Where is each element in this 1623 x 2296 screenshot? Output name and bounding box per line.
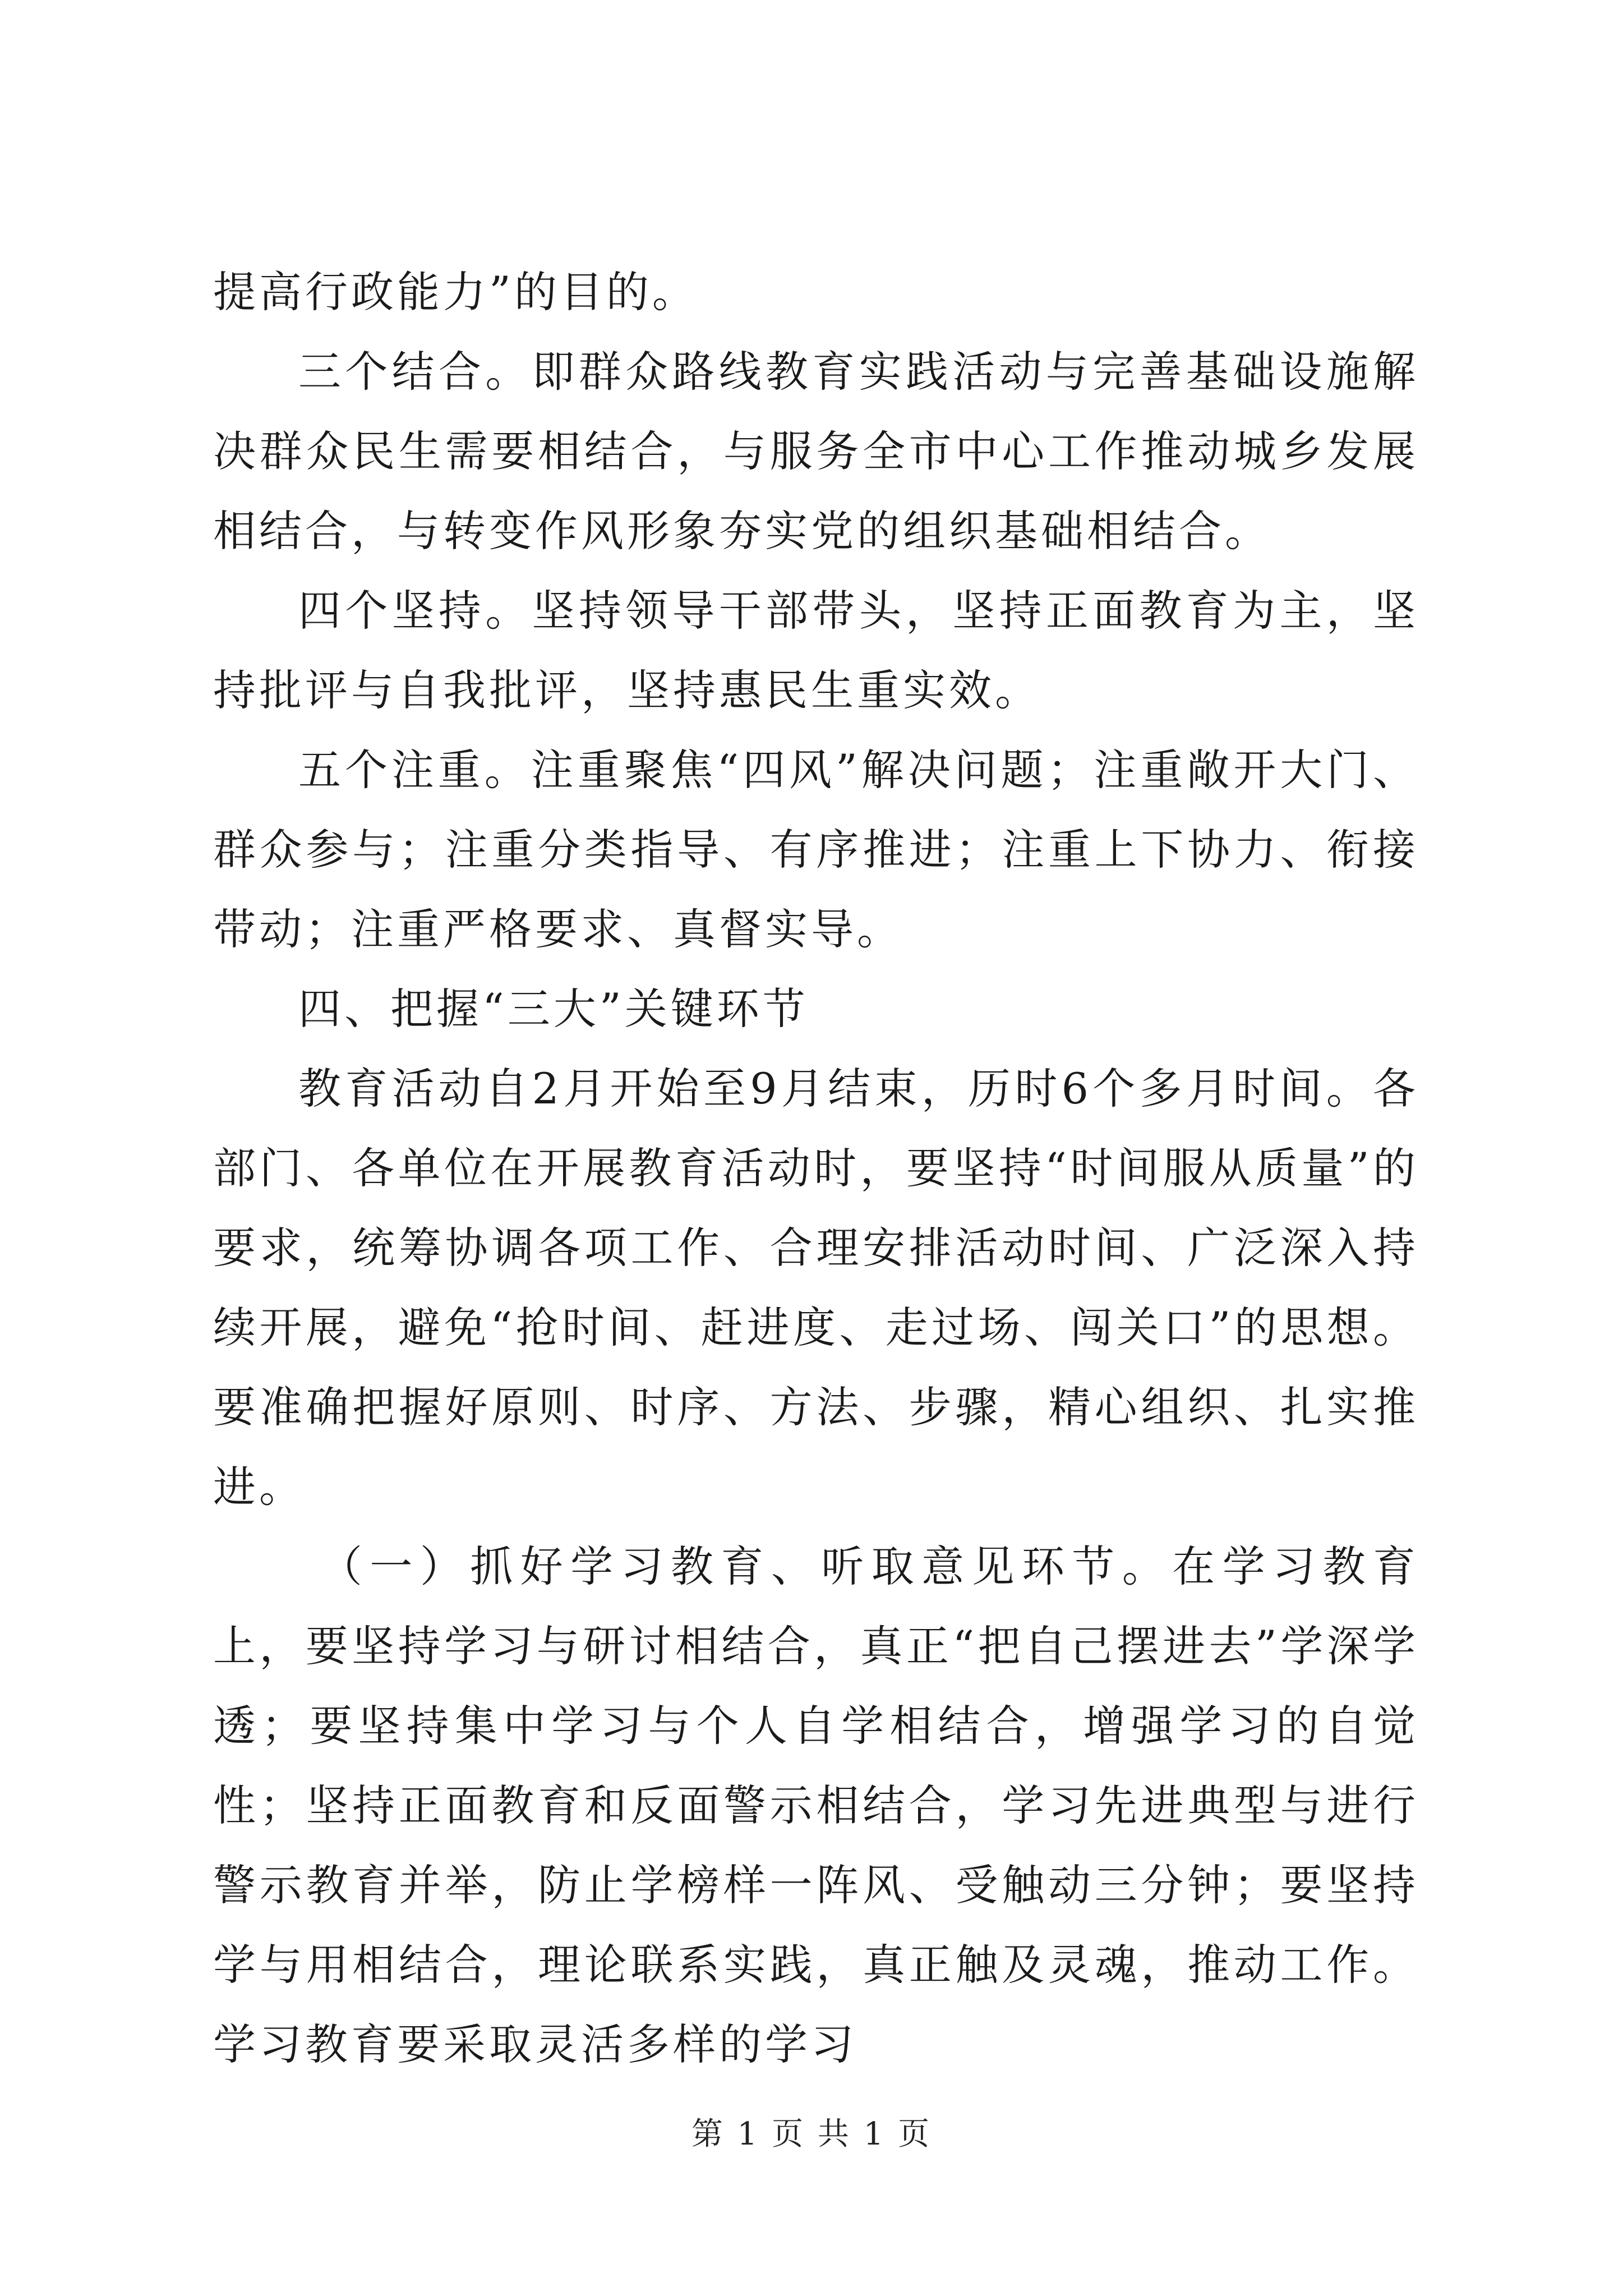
paragraph-three-combinations: 三个结合。即群众路线教育实践活动与完善基础设施解决群众民生需要相结合，与服务全市中心工作推动城乡发展相结合，与转变作风形象夯实党的组织基础相结合。 <box>213 347 1419 556</box>
page-footer: 第 1 页 共 1 页 <box>691 2116 932 2152</box>
document-body <box>213 252 1419 2085</box>
paragraph-continuation: 提高行政能力”的目的。 <box>213 267 698 317</box>
paragraph-five-emphases: 五个注重。注重聚焦“四风”解决问题；注重敞开大门、群众参与；注重分类指导、有序推进；注重上下协力、衔接带动；注重严格要求、真督实导。 <box>213 745 1419 954</box>
paragraph-study-phase: （一）抓好学习教育、听取意见环节。在学习教育上，要坚持学习与研讨相结合，真正“把自己摆进去”学深学透；要坚持集中学习与个人自学相结合，增强学习的自觉性；坚持正面教育和反面警示相结合，学习先进典型与进行警示教育并举，防止学榜样一阵风、受触动三分钟；要坚持学与用相结合，理论联系实践，真正触及灵魂，推动工作。学习教育要采取灵活多样的学习 <box>213 1542 1419 2069</box>
section-heading: 四、把握“三大”关键环节 <box>298 984 809 1034</box>
paragraph-four-persistences: 四个坚持。坚持领导干部带头，坚持正面教育为主，坚持批评与自我批评，坚持惠民生重实效。 <box>213 586 1419 715</box>
paragraph-timeline: 教育活动自2月开始至9月结束，历时6个多月时间。各部门、各单位在开展教育活动时，要坚持“时间服从质量”的要求，统筹协调各项工作、合理安排活动时间、广泛深入持续开展，避免“抢时间、赶进度、走过场、闯关口”的思想。要准确把握好原则、时序、方法、步骤，精心组织、扎实推进。 <box>213 1064 1419 1512</box>
